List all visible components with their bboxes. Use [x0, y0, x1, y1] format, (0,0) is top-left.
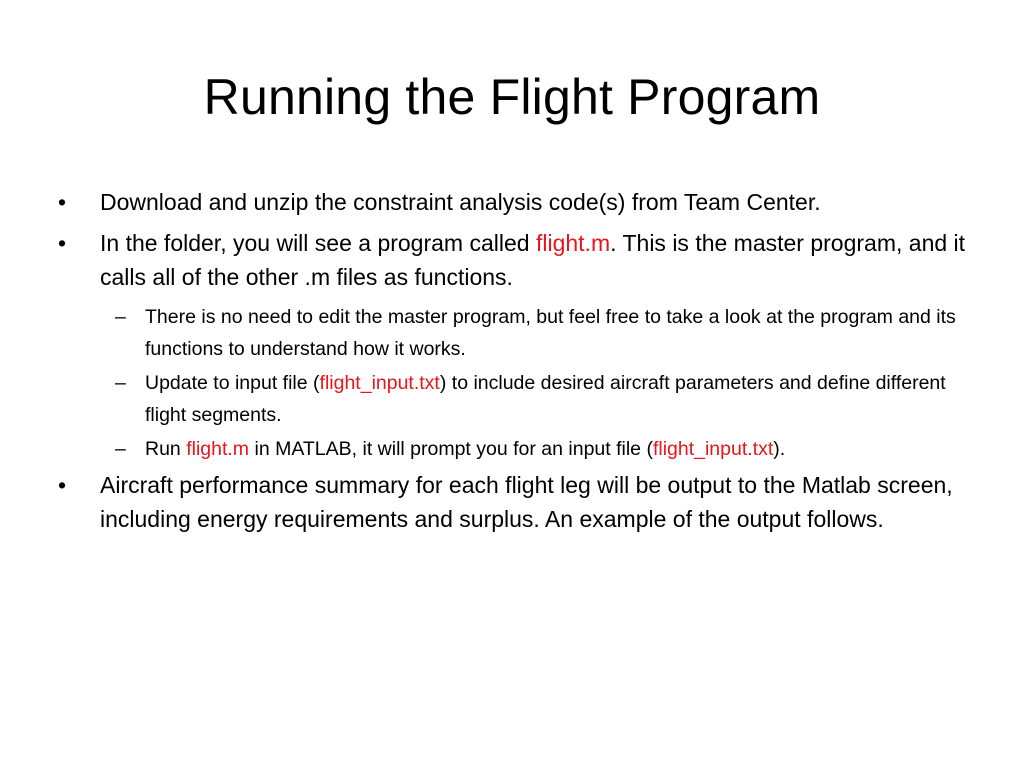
bullet-folder [58, 226, 978, 294]
sub-bullet-text-post: ) to include desired aircraft parameters and define different flight segments. [145, 372, 946, 426]
bullet-dot-icon: • [58, 472, 67, 498]
bullet-text-pre: In the folder, you will see a program called [100, 230, 536, 256]
dash-icon: – [115, 306, 126, 328]
sub-bullet-text-pre: Run [145, 438, 187, 460]
sub-bullet-run [58, 433, 978, 465]
sub-bullet-text-post: ). [773, 438, 786, 460]
sub-bullet-text-mid: in MATLAB, it will prompt you for an input file ( [249, 438, 653, 460]
sub-bullet-no-edit [58, 301, 978, 365]
dash-icon: – [115, 372, 126, 394]
dash-icon: – [115, 438, 126, 460]
slide-title: Running the Flight Program [203, 69, 821, 125]
sub-bullet-text: There is no need to edit the master program, but feel free to take a look at the program and its functions to understand how it works. [145, 306, 956, 360]
code-filename: flight.m [535, 230, 611, 256]
input-filename: flight_input.txt [652, 438, 774, 460]
sub-bullet-list [58, 301, 978, 465]
input-filename: flight_input.txt [319, 372, 440, 394]
code-filename: flight.m [186, 438, 250, 460]
bullet-dot-icon: • [58, 189, 67, 215]
bullet-download [58, 185, 978, 219]
bullet-dot-icon: • [58, 230, 67, 256]
bullet-text-post: . This is the master program, and it calls all of the other .m files as functions. [100, 230, 966, 290]
bullet-text: Aircraft performance summary for each flight leg will be output to the Matlab screen, including energy requirements and surplus. An example of the output follows. [100, 472, 953, 532]
bullet-performance-summary [58, 468, 978, 536]
sub-bullet-update-input [58, 367, 978, 431]
sub-bullet-text-pre: Update to input file ( [145, 372, 320, 394]
slide-content [58, 185, 978, 543]
bullet-text: Download and unzip the constraint analysis code(s) from Team Center. [100, 189, 821, 215]
